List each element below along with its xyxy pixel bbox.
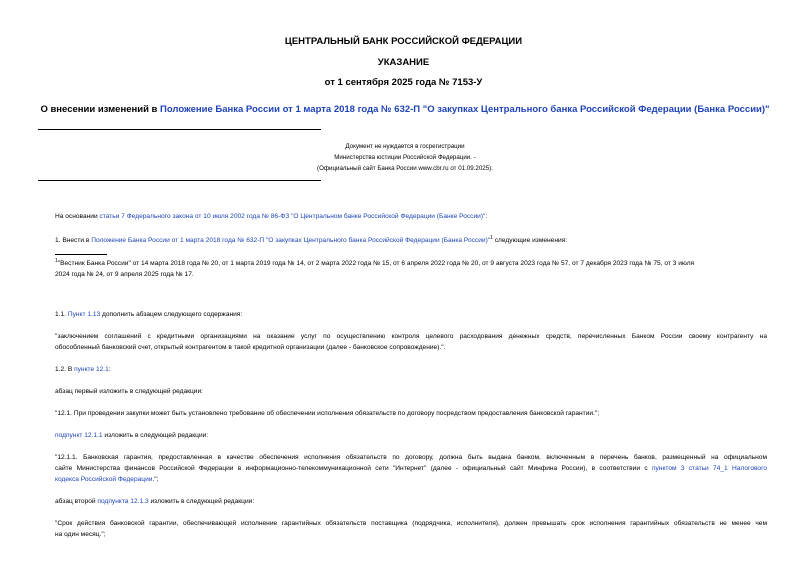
p1-2-prefix: 1.2. В [55, 366, 75, 373]
footnote-divider [55, 254, 107, 255]
p1-1-suffix: дополнить абзацем следующего содержания: [100, 311, 243, 318]
subject-prefix: О внесении изменений в [40, 104, 161, 115]
footnote-ref[interactable]: 1 [490, 235, 493, 241]
basis-link[interactable]: статьи 7 Федерального закона от 10 июля 2002 года № 86-ФЗ "О Центральном банке Российской Федерации (Банке России)" [99, 213, 486, 220]
quote-3 [55, 452, 767, 485]
quote-3-line-3-suffix: ."; [152, 476, 159, 483]
abzac-2-link[interactable]: подпункта 12.1.3 [97, 498, 149, 505]
subject-link[interactable]: Положение Банка России от 1 марта 2018 года № 632-П "О закупках Центрального банка Российской Федерации (Банка России)" [160, 104, 770, 115]
footnote [55, 256, 767, 280]
footnote-line-2: 2024 года № 24, от 9 апреля 2025 года № 17. [55, 271, 194, 279]
quote-3-line-2 [55, 463, 767, 474]
basis-prefix: На основании [55, 213, 100, 220]
quote-3-line-1: "12.1.1. Банковская гарантия, предоставленная в качестве обеспечения исполнения обязательств по договору, должна быть выдана банком, включенным в перечень банков, размещенный на официальном [55, 454, 767, 461]
basis-suffix: : [485, 213, 488, 220]
abzac-1: абзац первый изложить в следующей редакции: [55, 388, 203, 395]
p1-prefix: 1. Внести в [55, 237, 92, 245]
quote-1-line-1: "заключением соглашений с кредитными организациями на оказание услуг по осуществлению контроля целевого расходования денежных средств, перечисленных Банком России своему контрагенту на [55, 333, 767, 340]
quote-4 [55, 518, 767, 540]
abzac-2-suffix: изложить в следующей редакции: [148, 498, 255, 505]
basis-paragraph [55, 211, 775, 222]
tax-code-link[interactable]: пунктом 3 статьи 74_1 Налогового [651, 465, 768, 472]
paragraph-1 [55, 233, 775, 246]
doc-subject [25, 104, 785, 115]
doc-date-number: от 1 сентября 2025 года № 7153-У [324, 77, 483, 88]
paragraph-1-1 [55, 309, 242, 320]
footnote-text-1: "Вестник Банка России" от 14 марта 2018 года № 20, от 1 марта 2019 года № 14, от 2 марта 2022 года № 15, от 6 апреля 2022 года № 20, от 9 августа 2023 года № 57, от 7 декабря 2023 года № 75, от 3 июля [57, 260, 695, 268]
registration-line-3: (Официальный сайт Банка России www.cbr.ru от 01.09.2025). [317, 165, 493, 172]
paragraph-1-2 [55, 364, 111, 375]
registration-note [290, 141, 520, 174]
quote-1-line-2: обособленный банковский счет, открытый контрагентом в такой кредитной организации (далее - банковское сопровождение).". [55, 344, 446, 351]
p1-2-link[interactable]: пункте 12.1 [74, 366, 109, 373]
subpoint-12-1-1 [55, 430, 208, 441]
sub1-suffix: изложить в следующей редакции: [102, 432, 209, 439]
quote-3-line-3 [55, 474, 767, 485]
abzac-2-prefix: абзац второй [55, 498, 98, 505]
p1-1-link[interactable]: Пункт 1.13 [67, 311, 101, 318]
sub1-link[interactable]: подпункт 12.1.1 [55, 432, 103, 439]
p1-link[interactable]: Положение Банка России от 1 марта 2018 года № 632-П "О закупках Центрального банка Российской Федерации (Банка России)" [91, 237, 491, 245]
abzac-2 [55, 496, 254, 507]
footnote-line-1 [55, 256, 767, 269]
org-title: ЦЕНТРАЛЬНЫЙ БАНК РОССИЙСКОЙ ФЕДЕРАЦИИ [284, 36, 523, 47]
tax-code-link-cont[interactable]: кодекса Российской Федерации [55, 476, 153, 483]
divider-top [38, 129, 321, 130]
quote-1 [55, 331, 767, 353]
quote-2: "12.1. При проведении закупки может быть установлено требование об обеспечении исполнения обязательств по договору посредством предоставления банковской гарантии."; [55, 410, 600, 417]
p1-1-prefix: 1.1. [55, 311, 68, 318]
quote-3-line-2-prefix: сайте Министерства финансов Российской Федерации в информационно-телекоммуникационной сети "Интернет" (далее - официальный сайт Минфина России), в соответствии с [55, 465, 652, 472]
registration-line-2: Министерства юстиции Российской Федерации. - [334, 154, 476, 161]
quote-4-line-2: на один месяц."; [55, 531, 106, 538]
registration-line-1: Документ не нуждается в госрегистрации [345, 143, 465, 150]
quote-4-line-1: "Срок действия банковской гарантии, обеспечивающей исполнение гарантийных обязательств поставщика (подрядчика, исполнителя), должен превышать срок исполнения гарантийных обязательств не менее чем [55, 520, 767, 527]
p1-2-suffix: : [108, 366, 111, 373]
doc-type: УКАЗАНИЕ [377, 57, 430, 68]
p1-suffix: следующие изменения: [492, 237, 568, 245]
divider-bottom [38, 180, 321, 181]
footnote-marker: 1 [55, 258, 58, 264]
